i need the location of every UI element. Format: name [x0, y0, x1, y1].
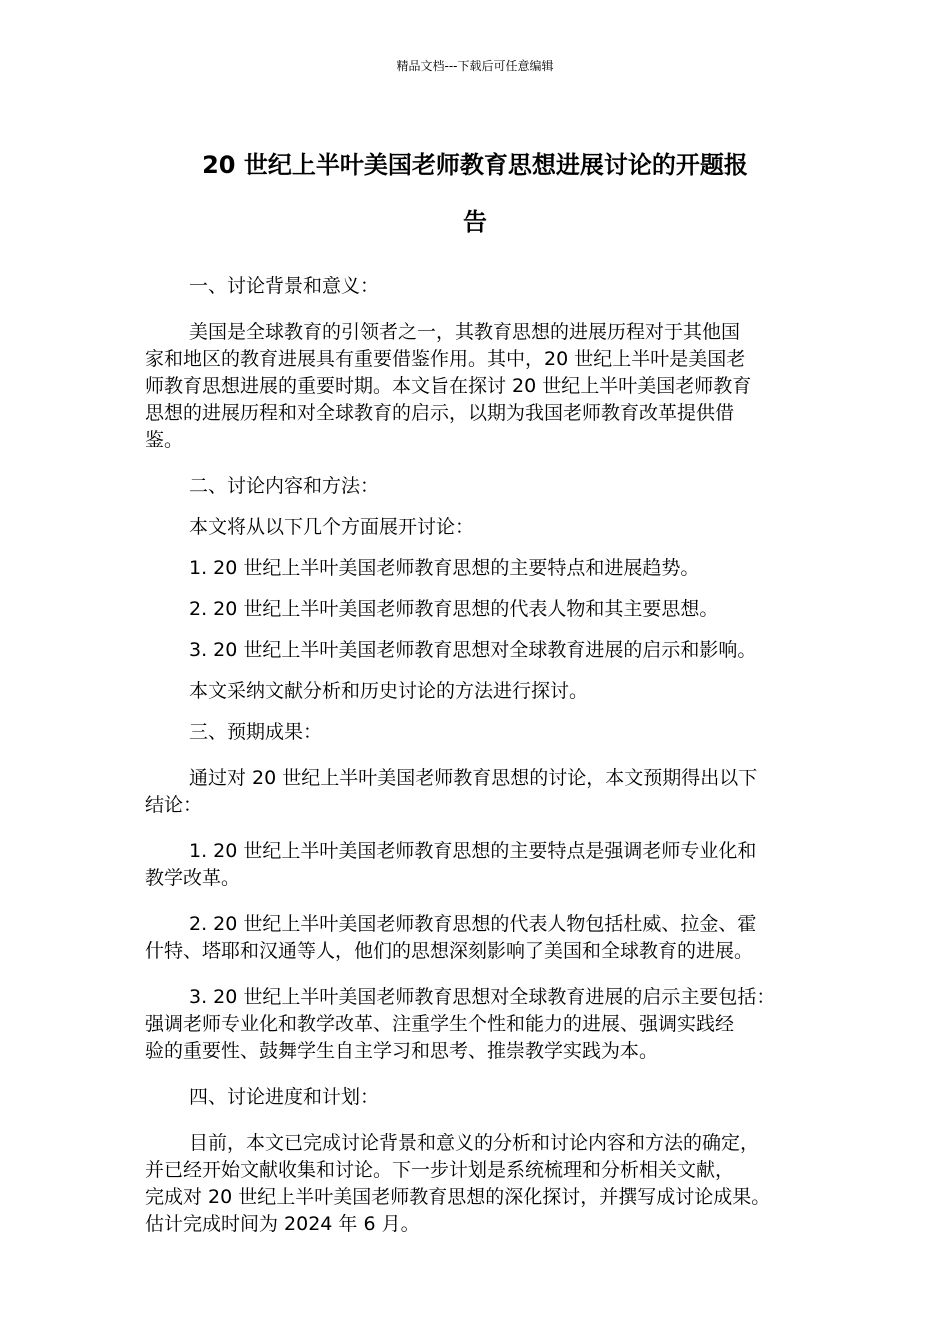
paragraph-line: 结论：: [145, 794, 203, 816]
paragraph-line: 鉴。: [145, 429, 184, 451]
section-2-method: 本文采纳文献分析和历史讨论的方法进行探讨。: [189, 680, 589, 702]
section-2-item-1: 1. 20 世纪上半叶美国老师教育思想的主要特点和进展趋势。: [189, 557, 700, 579]
paragraph-line: 什特、塔耶和汉通等人，他们的思想深刻影响了美国和全球教育的进展。: [145, 940, 754, 962]
paragraph-line: 估计完成时间为 2024 年 6 月。: [145, 1213, 420, 1235]
title-line-2: 告: [463, 208, 487, 236]
paragraph-line: 验的重要性、鼓舞学生自主学习和思考、推崇教学实践为本。: [145, 1040, 659, 1062]
paragraph-line: 2. 20 世纪上半叶美国老师教育思想的代表人物包括杜威、拉金、霍: [189, 913, 757, 935]
section-2-item-2: 2. 20 世纪上半叶美国老师教育思想的代表人物和其主要思想。: [189, 598, 719, 620]
section-3-item-2: [145, 911, 813, 965]
header-note: 精品文档---下载后可任意编辑: [396, 59, 554, 73]
section-1-heading: 一、讨论背景和意义：: [189, 275, 380, 297]
paragraph-line: 目前，本文已完成讨论背景和意义的分析和讨论内容和方法的确定，: [189, 1132, 760, 1154]
section-1-paragraph: [145, 319, 813, 454]
section-3-heading: 三、预期成果：: [189, 721, 323, 743]
section-2-heading: 二、讨论内容和方法：: [189, 475, 380, 497]
paragraph-line: 并已经开始文献收集和讨论。下一步计划是系统梳理和分析相关文献，: [145, 1159, 735, 1181]
section-2-item-3: 3. 20 世纪上半叶美国老师教育思想对全球教育进展的启示和影响。: [189, 639, 757, 661]
paragraph-line: 强调老师专业化和教学改革、注重学生个性和能力的进展、强调实践经: [145, 1013, 735, 1035]
paragraph-line: 3. 20 世纪上半叶美国老师教育思想对全球教育进展的启示主要包括：: [189, 986, 776, 1008]
paragraph-line: 家和地区的教育进展具有重要借鉴作用。其中，20 世纪上半叶是美国老: [145, 348, 746, 370]
section-2-intro: 本文将从以下几个方面展开讨论：: [189, 516, 475, 538]
section-3-item-3: [145, 984, 813, 1065]
section-4-heading: 四、讨论进度和计划：: [189, 1086, 380, 1108]
section-3-intro: [145, 765, 813, 819]
section-3-item-1: [145, 838, 813, 892]
paragraph-line: 完成对 20 世纪上半叶美国老师教育思想的深化探讨，并撰写成讨论成果。: [145, 1186, 771, 1208]
paragraph-line: 1. 20 世纪上半叶美国老师教育思想的主要特点是强调老师专业化和: [189, 840, 757, 862]
paragraph-line: 通过对 20 世纪上半叶美国老师教育思想的讨论，本文预期得出以下: [189, 767, 758, 789]
document-title: [145, 137, 805, 251]
paragraph-line: 思想的进展历程和对全球教育的启示，以期为我国老师教育改革提供借: [145, 402, 735, 424]
document-body: [145, 273, 813, 1238]
section-4-paragraph: [145, 1130, 813, 1238]
paragraph-line: 教学改革。: [145, 867, 241, 889]
paragraph-line: 师教育思想进展的重要时期。本文旨在探讨 20 世纪上半叶美国老师教育: [145, 375, 752, 397]
paragraph-line: 美国是全球教育的引领者之一，其教育思想的进展历程对于其他国: [189, 321, 741, 343]
title-line-1: 20 世纪上半叶美国老师教育思想进展讨论的开题报: [202, 151, 748, 179]
